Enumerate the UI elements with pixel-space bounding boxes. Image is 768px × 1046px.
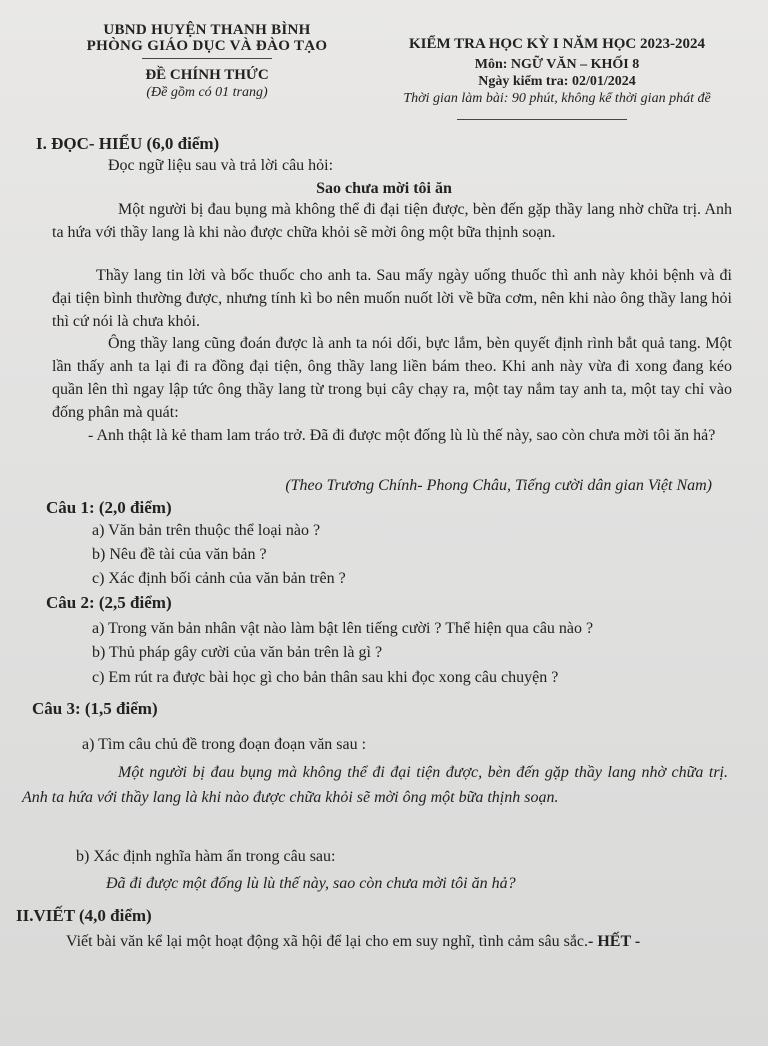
part1-instruction: Đọc ngữ liệu sau và trả lời câu hỏi: <box>108 157 334 174</box>
exam-title: KIỂM TRA HỌC KỲ I NĂM HỌC 2023-2024 <box>409 36 705 52</box>
story-title: Sao chưa mời tôi ăn <box>316 180 452 197</box>
q3-item-b-label: b) Xác định nghĩa hàm ẩn trong câu sau: <box>76 848 336 865</box>
org-line-2: PHÒNG GIÁO DỤC VÀ ĐÀO TẠO <box>86 38 328 54</box>
q3-heading: Câu 3: (1,5 điểm) <box>32 699 158 718</box>
part2-heading: II.VIẾT (4,0 điểm) <box>16 906 152 925</box>
q3-item-b-quote: Đã đi được một đống lù lù thế này, sao còn chưa mời tôi ăn hả? <box>106 875 516 892</box>
part1-heading: I. ĐỌC- HIỂU (6,0 điểm) <box>36 134 220 153</box>
q1-item-a: a) Văn bản trên thuộc thể loại nào ? <box>92 522 321 539</box>
official-label: ĐỀ CHÍNH THỨC <box>145 67 269 83</box>
page-count: (Đề gồm có 01 trang) <box>146 85 268 100</box>
duration-underline <box>457 119 627 120</box>
q3-item-a-quote: Một người bị đau bụng mà không thể đi đại tiện được, bèn đến gặp thầy lang nhờ chữa trị. Anh ta hứa với thầy lang là khi nào được chữa khỏi sẽ mời ông một bữa thịnh soạn. <box>22 764 728 806</box>
header-right <box>352 36 762 107</box>
story-paragraph-4: - Anh thật là kẻ tham lam tráo trở. Đã đi được một đống lù lù thế này, sao còn chưa mời tôi ăn hả? <box>88 427 716 444</box>
q1-item-b: b) Nêu đề tài của văn bản ? <box>92 546 267 563</box>
q3-item-a-label: a) Tìm câu chủ đề trong đoạn đoạn văn sau : <box>82 736 367 753</box>
q2-item-b: b) Thủ pháp gây cười của văn bản trên là gì ? <box>92 644 383 661</box>
story-paragraph-2: Thầy lang tin lời và bốc thuốc cho anh ta. Sau mấy ngày uống thuốc thì anh này khỏi bệnh và đi đại tiện bình thường được, nhưng tính kì bo nên muốn nuốt lời về bữa cơm, nên khi nào ông thầy lang hỏi thì cứ nói là chưa khỏi. <box>52 267 732 330</box>
part2-prompt-text: Viết bài văn kể lại một hoạt động xã hội để lại cho em suy nghĩ, tình cảm sâu sắc. <box>66 933 589 950</box>
q2-item-c: c) Em rút ra được bài học gì cho bản thân sau khi đọc xong câu chuyện ? <box>92 669 559 686</box>
end-mark: - HẾT - <box>588 933 641 950</box>
org-line-1: UBND HUYỆN THANH BÌNH <box>103 22 311 38</box>
q2-heading: Câu 2: (2,5 điểm) <box>46 593 172 612</box>
q1-item-c: c) Xác định bối cảnh của văn bản trên ? <box>92 570 346 587</box>
header-left <box>62 22 352 101</box>
q2-item-a: a) Trong văn bản nhân vật nào làm bật lên tiếng cười ? Thể hiện qua câu nào ? <box>92 620 594 637</box>
exam-date: Ngày kiểm tra: 02/01/2024 <box>478 74 636 89</box>
subject: Môn: NGỮ VĂN – KHỐI 8 <box>474 57 640 72</box>
story-source: (Theo Trương Chính- Phong Châu, Tiếng cười dân gian Việt Nam) <box>285 477 712 494</box>
q1-heading: Câu 1: (2,0 điểm) <box>46 498 172 517</box>
story-paragraph-1: Một người bị đau bụng mà không thể đi đại tiện được, bèn đến gặp thầy lang nhờ chữa trị. Anh ta hứa với thầy lang là khi nào được chữa khỏi sẽ mời ông một bữa thịnh soạn. <box>52 201 732 241</box>
header-divider <box>142 58 272 59</box>
story-paragraph-3: Ông thầy lang cũng đoán được là anh ta nói dối, bực lắm, bèn quyết định rình bắt quả tang. Một lần thấy anh ta lại đi ra đồng đại tiện, ông thầy lang liền bám theo. Khi anh này vừa đi xong đang kéo quần lên thì ngay lập tức ông thầy lang từ trong bụi cây chạy ra, một tay nắm tay anh ta, một tay chỉ vào đống phân mà quát: <box>52 335 732 421</box>
part2-prompt <box>16 930 736 953</box>
exam-duration: Thời gian làm bài: 90 phút, không kể thời gian phát đề <box>403 91 711 106</box>
